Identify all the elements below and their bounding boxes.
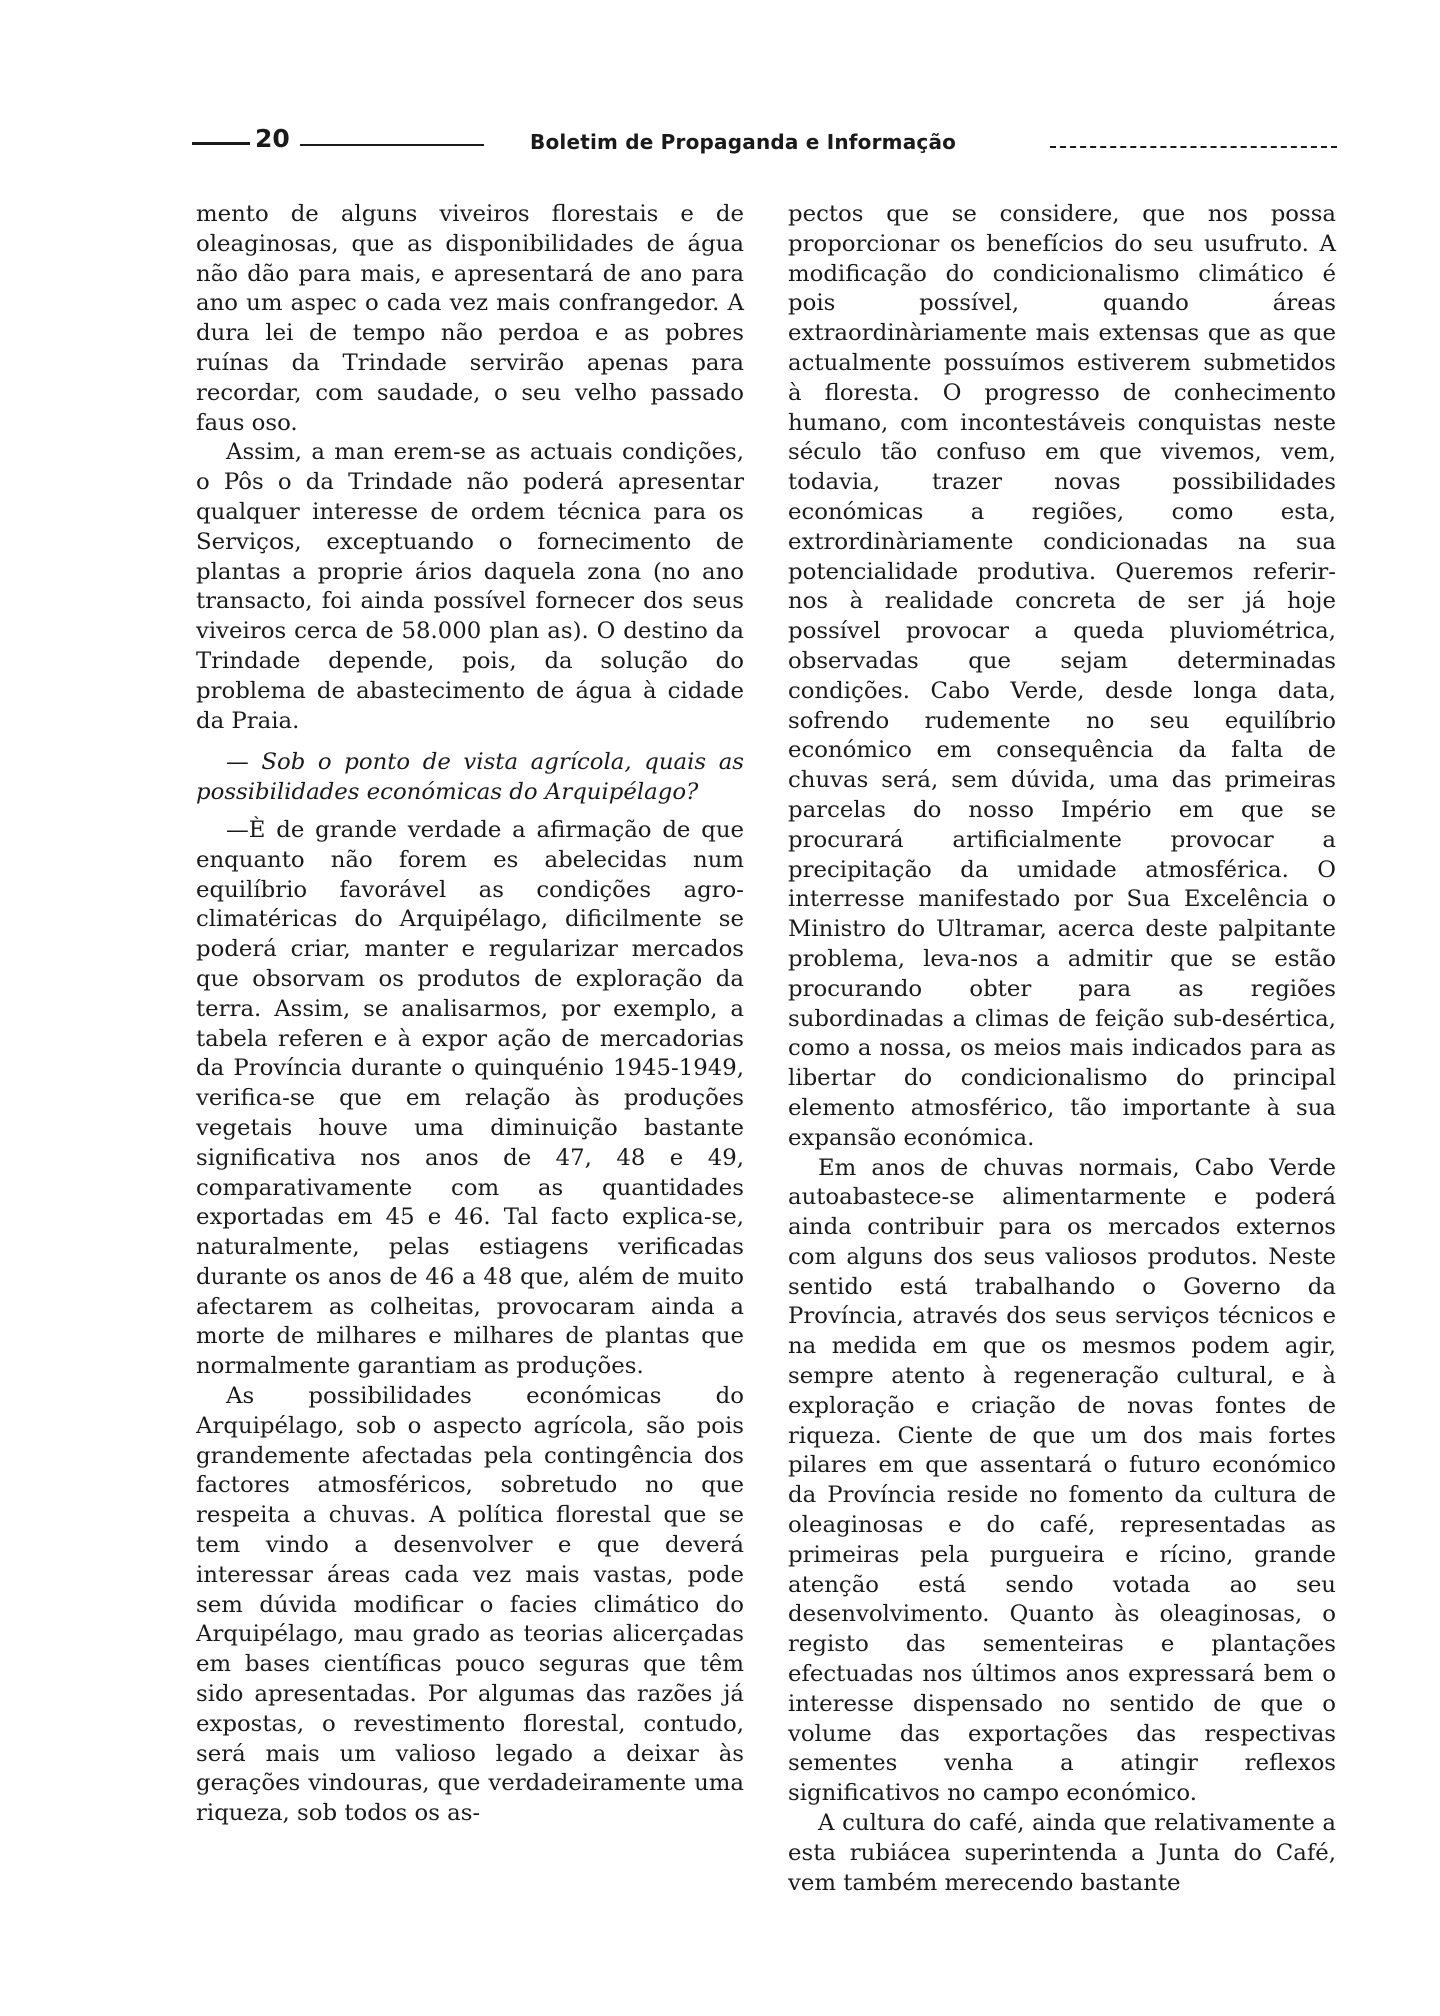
header-rule-left: [192, 142, 250, 145]
running-header: [192, 124, 1337, 164]
running-title: Boletim de Propaganda e Informação: [530, 130, 957, 154]
paragraph: pectos que se considere, que nos possa proporcionar os benefícios do seu usufruto. A modificação do condicionalismo climático é pois possível, quando áreas extraordinàriamente mais extensas que as que actualmente possuímos estiverem submetidos à floresta. O progresso de conhecimento humano, com incontestáveis conquistas neste século tão confuso em que vivemos, vem, todavia, trazer novas possibilidades económicas a regiões, como esta, extrordinàriamente condicionadas na sua potencialidade produtiva. Queremos referir-nos à realidade concreta de ser já hoje possível provocar a queda pluviométrica, observadas que sejam determinadas condições. Cabo Verde, desde longa data, sofrendo rudemente no seu equilíbrio económico em consequência da falta de chuvas será, sem dúvida, uma das primeiras parcelas do nosso Império em que se procurará artificialmente provocar a precipitação da umidade atmosférica. O interresse manifestado por Sua Excelência o Ministro do Ultramar, acerca deste palpitante problema, leva-nos a admitir que se estão procurando obter para as regiões subordinadas a climas de feição sub-desértica, como a nossa, os meios mais indicados para as libertar do condicionalismo do principal elemento atmosférico, tão importante à sua expansão económica.: [788, 201, 1336, 1151]
paragraph: A cultura do café, ainda que relativamente a esta rubiácea superintenda a Junta do Café, vem também merecendo bastante: [788, 1810, 1336, 1896]
paragraph: Assim, a man erem-se as actuais condições, o Pôs o da Trindade não poderá apresentar qualquer interesse de ordem técnica para os Serviços, exceptuando o fornecimento de plantas a proprie ários daquela zona (no ano transacto, foi ainda possível fornecer dos seus viveiros cerca de 58.000 plan as). O destino da Trindade depende, pois, da solução do problema de abastecimento de água à cidade da Praia.: [196, 439, 744, 734]
paragraph: mento de alguns viveiros florestais e de oleaginosas, que as disponibilidades de água não dão para mais, e apresentará de ano para ano um aspec o cada vez mais confrangedor. A dura lei de tempo não perdoa e as pobres ruínas da Trindade servirão apenas para recordar, com saudade, o seu velho passado faus oso.: [196, 201, 744, 436]
paragraph: As possibilidades económicas do Arquipélago, sob o aspecto agrícola, são pois grandemente afectadas pela contingência dos factores atmosféricos, sobretudo no que respeita a chuvas. A política florestal que se tem vindo a desenvolver e que deverá interessar áreas cada vez mais vastas, pode sem dúvida modificar o facies climático do Arquipélago, mau grado as teorias alicerçadas em bases científicas pouco seguras que têm sido apresentadas. Por algumas das razões já expostas, o revestimento florestal, contudo, será mais um valioso legado a deixar às gerações vindouras, que verdadeiramente uma riqueza, sob todos os as-: [196, 1383, 744, 1827]
page-number: 20: [255, 124, 290, 153]
header-rule-middle: [300, 144, 484, 146]
paragraph: Em anos de chuvas normais, Cabo Verde autoabastece-se alimentarmente e poderá ainda contribuir para os mercados externos com alguns dos seus valiosos produtos. Neste sentido está trabalhando o Governo da Província, através dos seus serviços técnicos e na medida em que os mesmos podem agir, sempre atento à regeneração cultural, e à exploração e criação de novas fontes de riqueza. Ciente de que um dos mais fortes pilares em que assentará o futuro económico da Província reside no fomento da cultura de oleaginosas e do café, representadas as primeiras pela purgueira e rícino, grande atenção está sendo votada ao seu desenvolvimento. Quanto às oleaginosas, o registo das sementeiras e plantações efectuadas nos últimos anos expressará bem o interesse dispensado no sentido de que o volume das exportações das respectivas sementes venha a atingir reflexos significativos no campo económico.: [788, 1154, 1336, 1807]
interview-question: — Sob o ponto de vista agrícola, quais as possibilidades económicas do Arquipélago?: [196, 749, 744, 806]
right-column: [788, 200, 1336, 1898]
paragraph: —È de grande verdade a afirmação de que enquanto não forem es abelecidas num equilíbrio favorável as condições agro-climatéricas do Arquipélago, dificilmente se poderá criar, manter e regularizar mercados que obsorvam os produtos de exploração da terra. Assim, se analisarmos, por exemplo, a tabela referen e à expor ação de mercadorias da Província durante o quinquénio 1945-1949, verifica-se que em relação às produções vegetais houve uma diminuição bastante significativa nos anos de 47, 48 e 49, comparativamente com as quantidades exportadas em 45 e 46. Tal facto explica-se, naturalmente, pelas estiagens verificadas durante os anos de 46 a 48 que, além de muito afectarem as colheitas, provocaram ainda a morte de milhares e milhares de plantas que normalmente garantiam as produções.: [196, 816, 744, 1380]
left-column: [196, 200, 744, 1829]
header-rule-right: [1050, 146, 1337, 148]
